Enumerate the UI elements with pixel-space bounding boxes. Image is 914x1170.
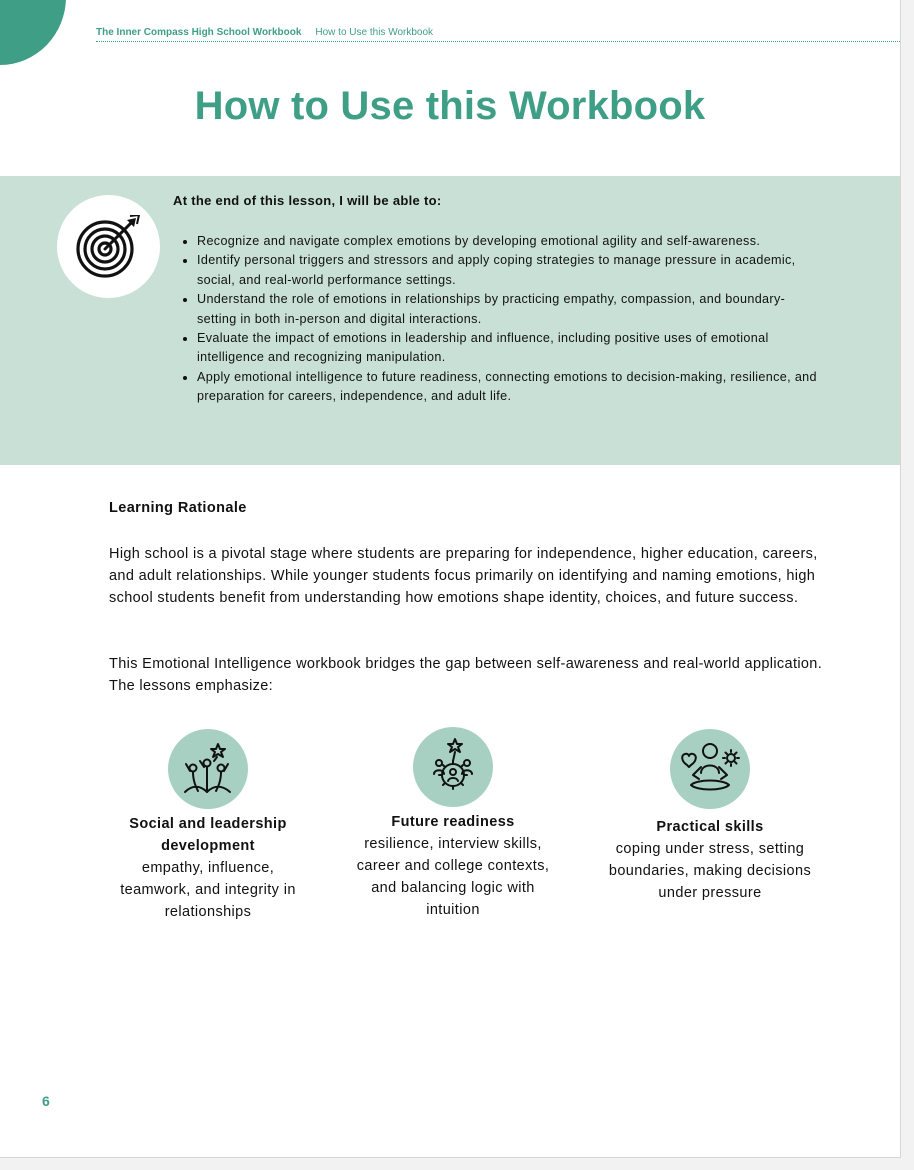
feature-title: Practical skills xyxy=(656,819,764,835)
running-header xyxy=(96,26,900,42)
feature-title: Social and leadership development xyxy=(129,816,287,854)
page-number: 6 xyxy=(42,1093,50,1109)
rationale-paragraph: High school is a pivotal stage where students are preparing for independence, higher education, careers, and adult relationships. While younger students focus primarily on identifying and naming emotions, high school students benefit from understanding how emotions shape identity, choices, and future success. xyxy=(109,546,818,606)
corner-decoration xyxy=(0,0,66,65)
objective-item: Recognize and navigate complex emotions by developing emotional agility and self-awareness. xyxy=(197,232,817,251)
team-leadership-icon xyxy=(168,729,248,809)
future-readiness-icon xyxy=(413,727,493,807)
objective-item: Evaluate the impact of emotions in leadership and influence, including positive uses of emotional intelligence and recognizing manipulation. xyxy=(197,329,817,368)
feature-future-readiness xyxy=(348,727,558,921)
feature-social-leadership xyxy=(108,729,308,923)
page-title: How to Use this Workbook xyxy=(194,84,706,128)
learning-objectives-panel xyxy=(0,176,900,465)
objectives-list xyxy=(197,232,817,407)
rationale-paragraph: This Emotional Intelligence workbook bridges the gap between self-awareness and real-world application. The lessons emphasize: xyxy=(109,656,823,694)
objective-item: Understand the role of emotions in relationships by practicing empathy, compassion, and boundary-setting in both in-person and digital interactions. xyxy=(197,290,817,329)
feature-title: Future readiness xyxy=(391,814,515,830)
rationale-heading: Learning Rationale xyxy=(109,500,247,516)
objectives-heading: At the end of this lesson, I will be able to: xyxy=(173,193,442,208)
feature-description: coping under stress, setting boundaries, making decisions under pressure xyxy=(608,841,812,901)
objective-item: Apply emotional intelligence to future readiness, connecting emotions to decision-making, resilience, and preparation for careers, independence, and adult life. xyxy=(197,368,817,407)
target-icon-badge xyxy=(57,195,160,298)
section-title: How to Use this Workbook xyxy=(315,27,434,38)
objective-item: Identify personal triggers and stressors and apply coping strategies to manage pressure in academic, social, and real-world performance settings. xyxy=(197,251,817,290)
book-title: The Inner Compass High School Workbook xyxy=(96,27,302,38)
target-icon xyxy=(73,215,145,279)
feature-description: resilience, interview skills, career and college contexts, and balancing logic with intuition xyxy=(356,836,550,918)
feature-practical-skills xyxy=(590,729,830,904)
practical-skills-icon xyxy=(670,729,750,809)
feature-description: empathy, influence, teamwork, and integrity in relationships xyxy=(120,860,296,920)
